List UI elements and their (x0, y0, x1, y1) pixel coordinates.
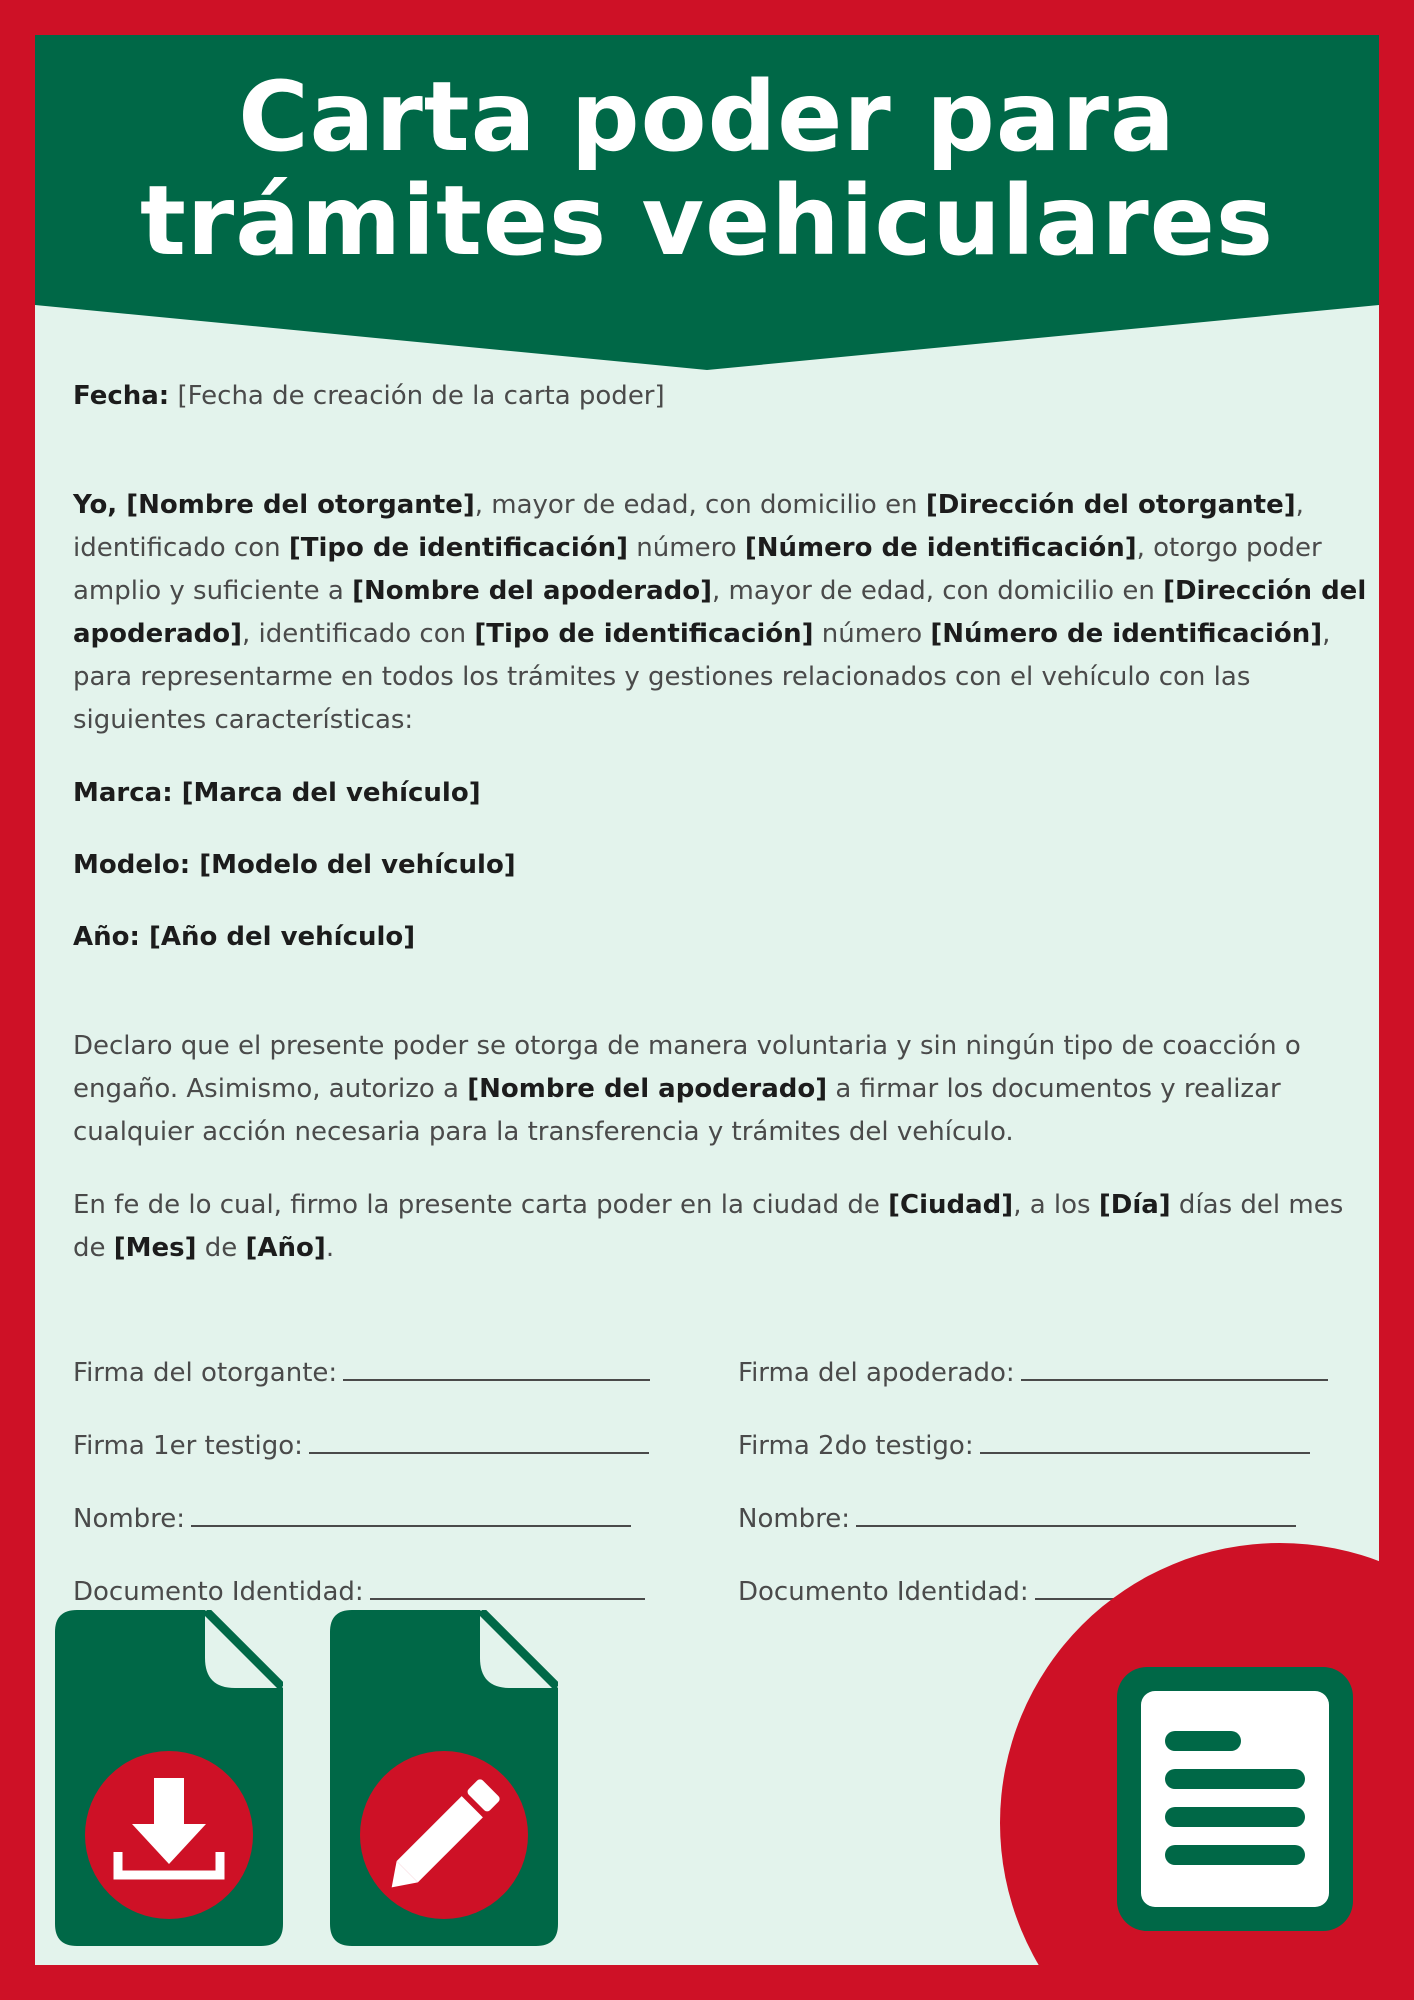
name-label: Nombre: (738, 1504, 851, 1534)
text-segment: , otorgo poder amplio y suficiente a (73, 533, 1322, 606)
text-segment: , identificado con (242, 619, 475, 649)
day-placeholder: [Día] (1098, 1190, 1171, 1220)
attorney-id-number: [Número de identificación] (930, 619, 1323, 649)
attorney-signature (738, 1353, 1328, 1388)
date-line (73, 375, 1373, 418)
signature-line[interactable] (191, 1499, 631, 1527)
title-line-1: Carta poder para (238, 61, 1176, 173)
text-segment: número (813, 619, 931, 649)
signature-line[interactable] (309, 1426, 649, 1454)
grantor-address: [Dirección del otorgante] (925, 490, 1296, 520)
text-segment: , para representarme en todos los trámites y gestiones relacionados con el vehículo con las siguientes características: (73, 619, 1331, 735)
download-file-icon[interactable] (55, 1610, 283, 1946)
page-title (35, 61, 1379, 277)
id-field-left (73, 1572, 645, 1607)
declaration-paragraph (73, 1025, 1373, 1154)
month-placeholder: [Mes] (113, 1233, 197, 1263)
grantor-name: Yo, [Nombre del otorgante] (73, 490, 475, 520)
signature-line[interactable] (343, 1353, 650, 1381)
name-field-right (738, 1499, 1296, 1534)
id-label: Documento Identidad: (738, 1577, 1029, 1607)
signature-row (73, 1426, 1373, 1499)
text-segment: número (628, 533, 745, 563)
attorney-id-type: [Tipo de identificación] (474, 619, 814, 649)
witness1-signature (73, 1426, 649, 1461)
attorney-name: [Nombre del apoderado] (467, 1074, 828, 1104)
grantor-id-type: [Tipo de identificación] (288, 533, 629, 563)
grantor-signature (73, 1353, 650, 1388)
id-label: Documento Identidad: (73, 1577, 364, 1607)
closing-paragraph (73, 1184, 1373, 1270)
document-icon[interactable] (1117, 1667, 1353, 1931)
text-segment: En fe de lo cual, firmo la presente carta poder en la ciudad de (73, 1190, 889, 1220)
city-placeholder: [Ciudad] (888, 1190, 1014, 1220)
text-segment: . (325, 1233, 335, 1263)
text-segment: , identificado con (73, 490, 1304, 563)
text-segment: Declaro que el presente poder se otorga de manera voluntaria y sin ningún tipo de coacción o engaño. Asimismo, autorizo a (73, 1031, 1301, 1104)
text-segment: de (196, 1233, 246, 1263)
grantor-signature-label: Firma del otorgante: (73, 1358, 338, 1388)
date-label: Fecha: (73, 381, 170, 411)
letter-body (73, 375, 1373, 1270)
signature-line[interactable] (980, 1426, 1310, 1454)
signature-line[interactable] (370, 1572, 645, 1600)
grantor-id-number: [Número de identificación] (744, 533, 1137, 563)
vehicle-model: Modelo: [Modelo del vehículo] (73, 850, 516, 880)
vehicle-brand: Marca: [Marca del vehículo] (73, 778, 481, 808)
attorney-address: [Dirección del apoderado] (73, 576, 1367, 649)
title-line-2: trámites vehiculares (140, 165, 1274, 277)
document-page (35, 35, 1379, 1965)
date-value: [Fecha de creación de la carta poder] (177, 381, 665, 411)
witness2-signature-label: Firma 2do testigo: (738, 1431, 974, 1461)
text-segment: , mayor de edad, con domicilio en (474, 490, 926, 520)
attorney-name: [Nombre del apoderado] (352, 576, 713, 606)
edit-file-icon[interactable] (330, 1610, 558, 1946)
year-placeholder: [Año] (245, 1233, 326, 1263)
text-segment: a firmar los documentos y realizar cualquier acción necesaria para la transferencia y trámites del vehículo. (73, 1074, 1281, 1147)
witness2-signature (738, 1426, 1310, 1461)
text-segment: , mayor de edad, con domicilio en (712, 576, 1164, 606)
text-segment: , a los (1013, 1190, 1099, 1220)
signature-row (73, 1353, 1373, 1426)
grant-paragraph (73, 484, 1373, 742)
name-field-left (73, 1499, 631, 1534)
vehicle-year: Año: [Año del vehículo] (73, 922, 416, 952)
signature-line[interactable] (1021, 1353, 1328, 1381)
attorney-signature-label: Firma del apoderado: (738, 1358, 1015, 1388)
name-label: Nombre: (73, 1504, 186, 1534)
text-segment: días del mes de (73, 1190, 1344, 1263)
witness1-signature-label: Firma 1er testigo: (73, 1431, 303, 1461)
signature-line[interactable] (856, 1499, 1296, 1527)
